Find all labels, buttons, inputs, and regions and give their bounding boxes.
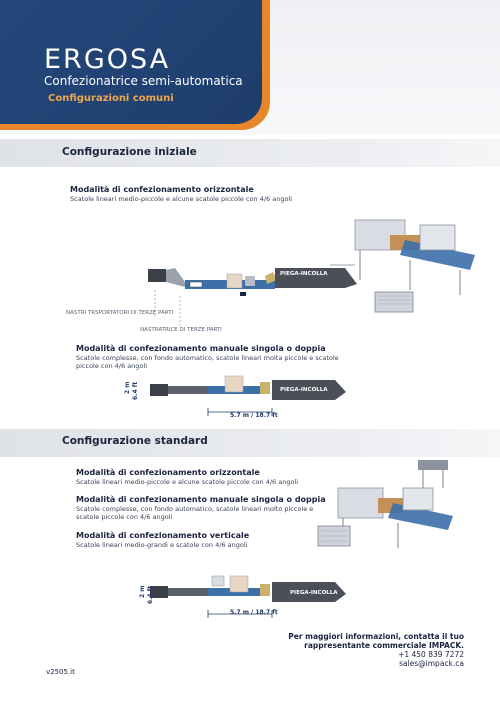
s2-mode2-desc: Scatole complesse, con fondo automatico, scatole lineari molto piccole e scatole piccole con 4/6 angoli — [76, 505, 314, 521]
section-band-initial — [0, 139, 500, 167]
configs-tagline: Configurazioni comuni — [48, 93, 174, 104]
s2-dim-width-ft: 6.4 ft — [147, 585, 154, 604]
contact-phone: +1 450 839 7272 — [398, 650, 464, 659]
header-background — [0, 0, 500, 135]
s2-machine-illustration — [318, 458, 468, 558]
contact-line-2: rappresentante commerciale IMPACK. — [304, 641, 464, 650]
contact-line-1: Per maggiori informazioni, contatta il tuo — [288, 632, 464, 641]
version-label: v2505.it — [46, 668, 75, 676]
s1-note-conveyors: NASTRI TRSPORTATORI DI TERZE PARTI — [66, 310, 174, 316]
s1-mode2-desc: Scatole complesse, con fondo automatico, scatole lineari molta piccole e scatole piccole con 4/6 angoli — [76, 354, 339, 370]
s1-machine-label: PIEGA-INCOLLA — [280, 271, 328, 277]
s1-dim-length: 5.7 m / 18.7 ft — [230, 412, 278, 419]
s2-machine-label: PIEGA-INCOLLA — [290, 590, 338, 596]
contact-block — [288, 632, 464, 668]
section-band-standard — [0, 429, 500, 457]
s2-mode1-desc: Scatole lineari medio-piccole e alcune scatole piccole con 4/6 angoli — [76, 478, 299, 486]
s1-dim-width-ft: 6.4 ft — [132, 381, 139, 400]
s2-mode2-title: Modalità di confezionamento manuale singola o doppia — [76, 495, 326, 504]
section-title-standard: Configurazione standard — [62, 435, 208, 447]
brand-title: ERGOSA — [44, 44, 171, 75]
s2-mode1-title: Modalità di confezionamento orizzontale — [76, 468, 260, 477]
s1-note-taper: NASTRATRICE DI TERZE PARTI — [140, 327, 222, 333]
contact-email: sales@impack.ca — [399, 659, 464, 668]
s2-mode3-title: Modalità di confezionamento verticale — [76, 531, 250, 540]
s2-dim-length: 5.7 m / 18.7 ft — [230, 609, 278, 616]
s2-dim-width-m: 2 m — [139, 585, 146, 598]
s1-mode2-title: Modalità di confezionamento manuale singola o doppia — [76, 344, 326, 353]
s1-mode1-desc: Scatole lineari medio-piccole e alcune scatole piccole con 4/6 angoli — [70, 195, 293, 203]
s1-machine-illustration — [350, 210, 480, 320]
section-title-initial: Configurazione iniziale — [62, 146, 197, 158]
s1-dim-width-m: 2 m — [124, 381, 131, 394]
s1-machine-label-2: PIEGA-INCOLLA — [280, 387, 328, 393]
s1-mode1-title: Modalità di confezionamento orizzontale — [70, 185, 254, 194]
s2-mode3-desc: Scatole lineari medio-grandi e scatole con 4/6 angoli — [76, 541, 248, 549]
product-subtitle: Confezionatrice semi-automatica — [44, 74, 243, 88]
s1-callout-lines — [150, 288, 195, 328]
